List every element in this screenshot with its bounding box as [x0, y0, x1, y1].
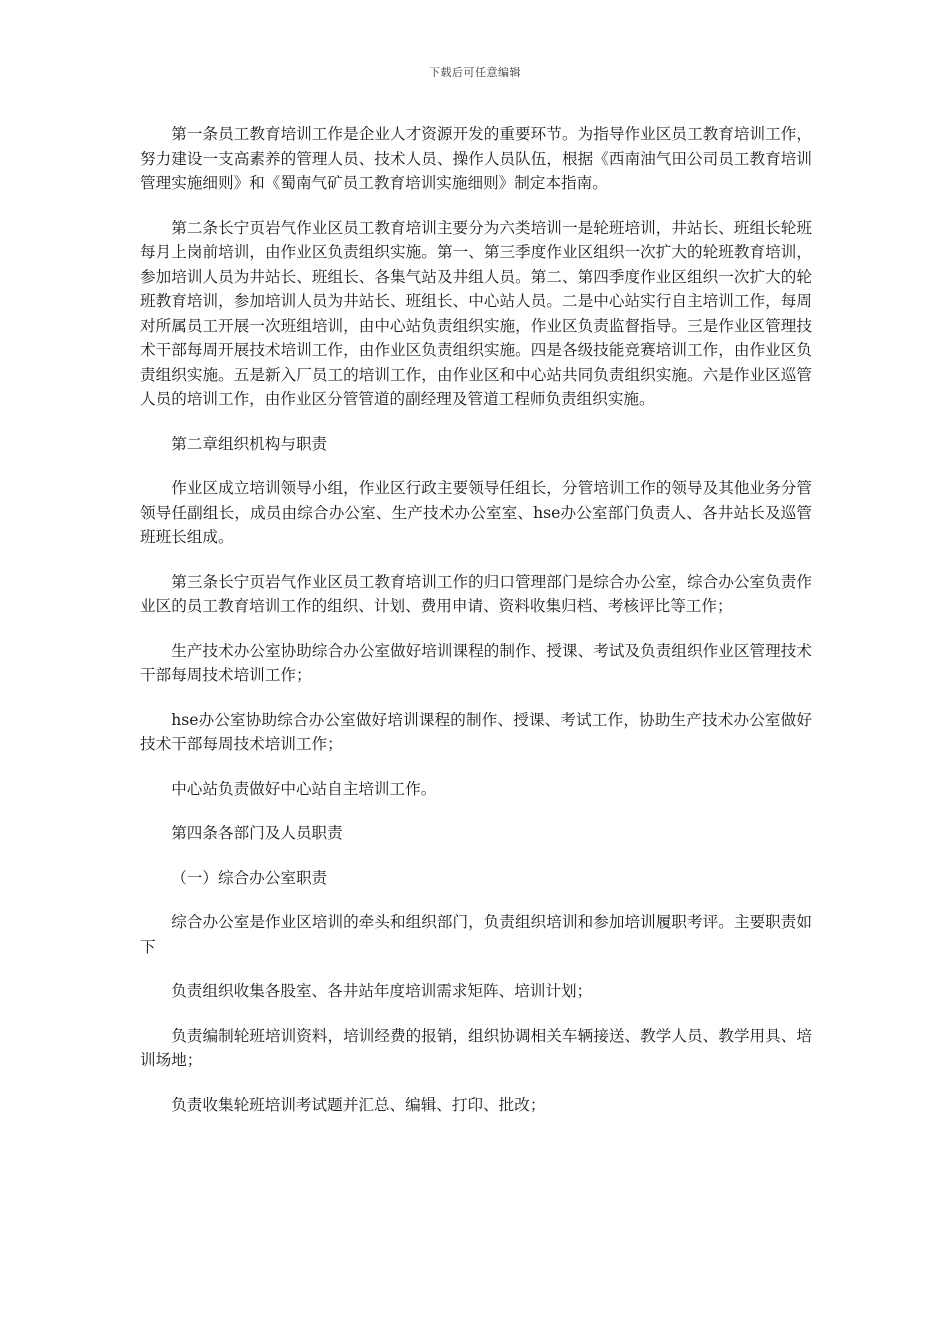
paragraph-production-office: 生产技术办公室协助综合办公室做好培训课程的制作、授课、考试及负责组织作业区管理技术干部每周技术培训工作；: [140, 641, 812, 684]
paragraph-general-office-duties: 综合办公室是作业区培训的牵头和组织部门，负责组织培训和参加培训履职考评。主要职责如下: [140, 913, 812, 956]
paragraph-duty-exam-questions: 负责收集轮班培训考试题并汇总、编辑、打印、批改；: [171, 1095, 546, 1114]
paragraph-central-station: 中心站负责做好中心站自主培训工作。: [171, 779, 437, 798]
paragraph-article-1: 第一条员工教育培训工作是企业人才资源开发的重要环节。为指导作业区员工教育培训工作，努力建设一支高素养的管理人员、技术人员、操作人员队伍，根据《西南油气田公司员工教育培训管理实施细则》和《蜀南气矿员工教育培训实施细则》制定本指南。: [140, 125, 812, 192]
paragraph-article-2: 第二条长宁页岩气作业区员工教育培训主要分为六类培训一是轮班培训，井站长、班组长轮班每月上岗前培训，由作业区负责组织实施。第一、第三季度作业区组织一次扩大的轮班教育培训，参加培训人员为井站长、班组长、各集气站及井组人员。第二、第四季度作业区组织一次扩大的轮班教育培训，参加培训人员为井站长、班组长、中心站人员。二是中心站实行自主培训工作，每周对所属员工开展一次班组培训，由中心站负责组织实施，作业区负责监督指导。三是作业区管理技术干部每周开展技术培训工作，由作业区负责组织实施。四是各级技能竞赛培训工作，由作业区负责组织实施。五是新入厂员工的培训工作，由作业区和中心站共同负责组织实施。六是作业区巡管人员的培训工作，由作业区分管管道的副经理及管道工程师负责组织实施。: [140, 218, 812, 408]
section-heading-general-office: （一）综合办公室职责: [171, 868, 328, 887]
paragraph-article-4: 第四条各部门及人员职责: [171, 824, 343, 842]
paragraph-leadership-group: 作业区成立培训领导小组，作业区行政主要领导任组长，分管培训工作的领导及其他业务分管领导任副组长，成员由综合办公室、生产技术办公室室、hse办公室部门负责人、各井站长及巡管班班长组成。: [140, 479, 812, 546]
paragraph-duty-collect-needs: 负责组织收集各股室、各井站年度培训需求矩阵、培训计划；: [171, 982, 593, 1000]
document-body: [140, 122, 812, 1137]
page-header: 下载后可任意编辑: [429, 66, 521, 79]
chapter-heading-2: 第二章组织机构与职责: [171, 434, 328, 453]
paragraph-article-3: 第三条长宁页岩气作业区员工教育培训工作的归口管理部门是综合办公室，综合办公室负责作业区的员工教育培训工作的组织、计划、费用申请、资料收集归档、考核评比等工作；: [140, 572, 812, 615]
paragraph-hse-office: hse办公室协助综合办公室做好培训课程的制作、授课、考试工作，协助生产技术办公室做好技术干部每周技术培训工作；: [140, 710, 812, 753]
paragraph-duty-compile-materials: 负责编制轮班培训资料，培训经费的报销，组织协调相关车辆接送、教学人员、教学用具、培训场地；: [140, 1026, 812, 1069]
